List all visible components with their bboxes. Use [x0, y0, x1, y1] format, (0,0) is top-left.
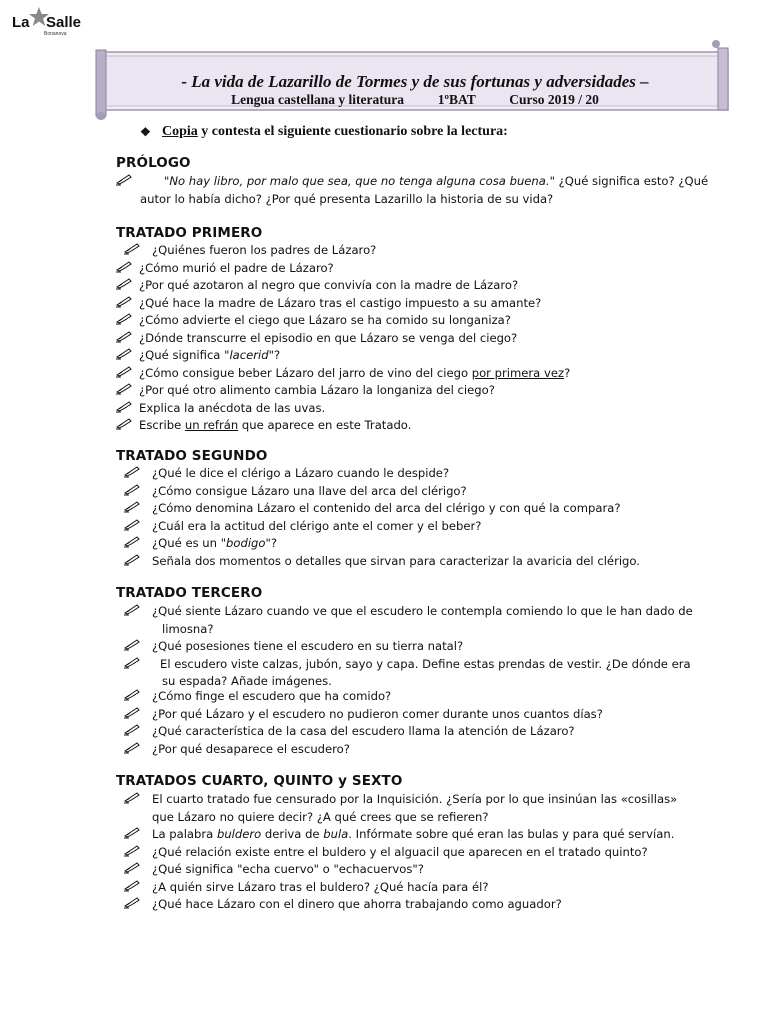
- prologo-quote: "No hay libro, por malo que sea, que no tenga alguna cosa buena.": [164, 174, 555, 188]
- writing-hand-icon: [124, 827, 140, 839]
- writing-hand-icon: [116, 348, 132, 360]
- document-subtitle: [110, 92, 720, 108]
- writing-hand-icon: [124, 707, 140, 719]
- document-title: - La vida de Lazarillo de Tormes y de sus fortunas y adversidades –: [181, 72, 649, 91]
- section-title-prologo: PRÓLOGO: [116, 155, 191, 171]
- grade: 1ºBAT: [437, 92, 476, 107]
- writing-hand-icon: [124, 657, 140, 669]
- writing-hand-icon: [124, 554, 140, 566]
- writing-hand-icon: [116, 401, 132, 413]
- section-title-tratado-tercero: TRATADO TERCERO: [116, 585, 263, 601]
- writing-hand-icon: [116, 278, 132, 290]
- writing-hand-icon: [116, 366, 132, 378]
- writing-hand-icon: [124, 604, 140, 616]
- writing-hand-icon: [124, 862, 140, 874]
- instruction-rest: y contesta el siguiente cuestionario sobre la lectura:: [197, 124, 508, 139]
- writing-hand-icon: [116, 383, 132, 395]
- instruction-text: [162, 124, 508, 140]
- writing-hand-icon: [124, 724, 140, 736]
- logo-name-right: Salle: [46, 14, 82, 31]
- writing-hand-icon: [124, 243, 140, 255]
- writing-hand-icon: [124, 880, 140, 892]
- writing-hand-icon: [124, 519, 140, 531]
- logo-subtitle: Bonanova: [44, 31, 67, 37]
- la-salle-logo: [12, 6, 82, 38]
- writing-hand-icon: [124, 501, 140, 513]
- writing-hand-icon: [116, 418, 132, 430]
- writing-hand-icon: [124, 484, 140, 496]
- section-title-tratado-segundo: TRATADO SEGUNDO: [116, 448, 268, 464]
- subject: Lengua castellana y literatura: [231, 92, 404, 107]
- writing-hand-icon: [116, 174, 132, 186]
- section-title-tratado-primero: TRATADO PRIMERO: [116, 225, 263, 241]
- diamond-bullet-icon: ❖: [140, 125, 151, 139]
- writing-hand-icon: [124, 689, 140, 701]
- writing-hand-icon: [116, 313, 132, 325]
- writing-hand-icon: [124, 897, 140, 909]
- logo-name-left: La: [12, 14, 30, 31]
- writing-hand-icon: [124, 536, 140, 548]
- writing-hand-icon: [124, 466, 140, 478]
- course-year: Curso 2019 / 20: [509, 92, 599, 107]
- section-title-tratados-cuarto-quinto-sexto: TRATADOS CUARTO, QUINTO y SEXTO: [116, 773, 403, 789]
- writing-hand-icon: [116, 296, 132, 308]
- writing-hand-icon: [124, 742, 140, 754]
- writing-hand-icon: [124, 845, 140, 857]
- writing-hand-icon: [124, 639, 140, 651]
- writing-hand-icon: [116, 261, 132, 273]
- instruction-highlight: Copia: [162, 124, 198, 139]
- writing-hand-icon: [116, 331, 132, 343]
- writing-hand-icon: [124, 792, 140, 804]
